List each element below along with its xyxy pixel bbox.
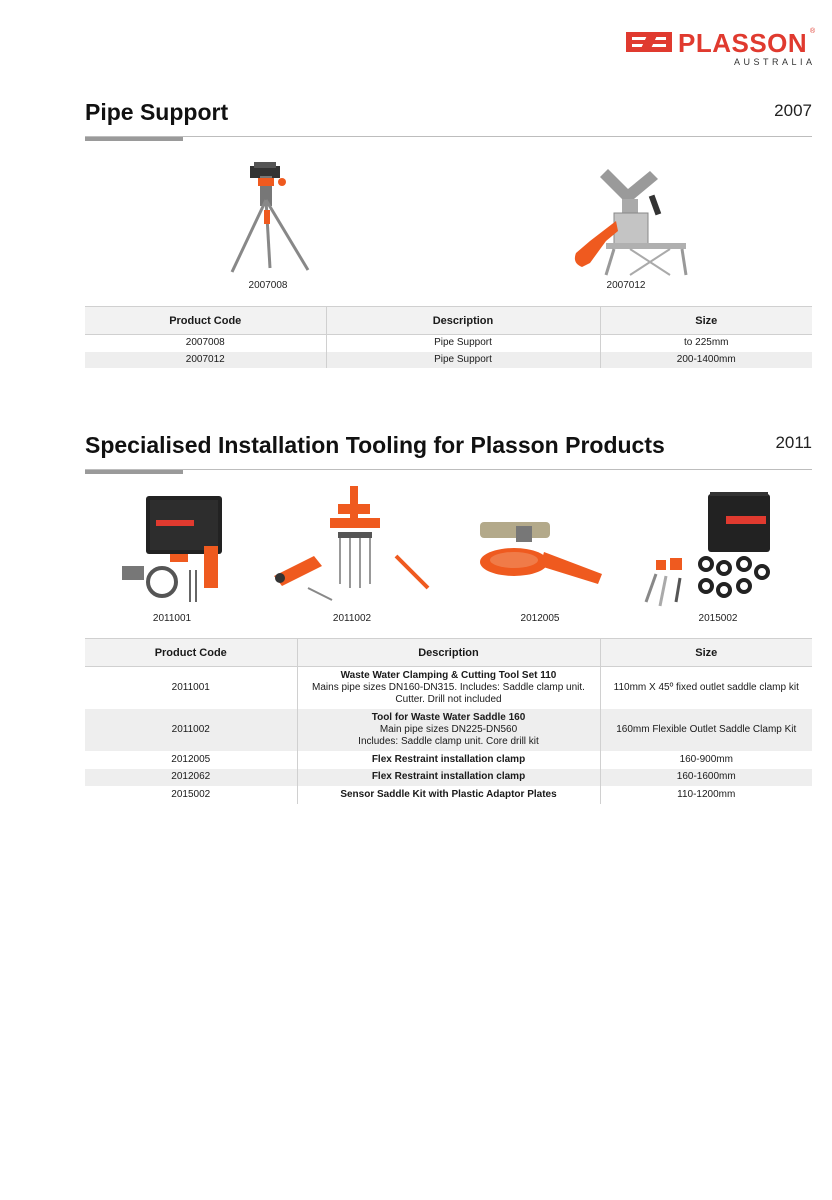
description-title: Tool for Waste Water Saddle 160 bbox=[371, 711, 526, 723]
plasson-logo bbox=[626, 28, 816, 68]
product-image bbox=[470, 518, 606, 588]
cell-size: 200-1400mm bbox=[600, 352, 812, 368]
description-line: Main pipe sizes DN225-DN560 bbox=[379, 723, 518, 735]
product-image bbox=[570, 165, 692, 277]
column-header-product-code: Product Code bbox=[85, 639, 297, 667]
section-rule bbox=[85, 136, 812, 137]
description-line: Cutter. Drill not included bbox=[395, 693, 502, 705]
column-header-description: Description bbox=[326, 307, 600, 335]
logo-wordmark: PLASSON bbox=[678, 28, 808, 58]
cell-description: Pipe Support bbox=[326, 352, 600, 368]
cell-code: 2007008 bbox=[185, 337, 225, 349]
table-row bbox=[85, 751, 812, 769]
description-title: Flex Restraint installation clamp bbox=[371, 753, 526, 765]
section-code: 2007 bbox=[774, 101, 812, 120]
table-row bbox=[85, 667, 812, 709]
table-row bbox=[85, 709, 812, 751]
tripod-pipe-stand-icon bbox=[222, 160, 314, 276]
section-rule bbox=[85, 469, 812, 470]
section-title: Specialised Installation Tooling for Plasson Products bbox=[85, 432, 665, 458]
cell-code: 2011001 bbox=[171, 681, 210, 693]
cell-size: 110-1200mm bbox=[600, 786, 812, 804]
logo-subtitle: AUSTRALIA bbox=[734, 57, 816, 67]
description-title: Flex Restraint installation clamp bbox=[371, 771, 526, 782]
cell-description bbox=[297, 751, 600, 769]
column-header-size: Size bbox=[600, 639, 812, 667]
cell-code: 2011002 bbox=[85, 709, 297, 751]
table-row bbox=[85, 352, 812, 368]
table-row bbox=[85, 335, 812, 352]
cell-size: 160-900mm bbox=[600, 751, 812, 769]
cell-code: 2012062 bbox=[85, 769, 297, 786]
image-caption: 2007012 bbox=[606, 280, 646, 291]
column-header-product-code: Product Code bbox=[85, 307, 326, 335]
product-image bbox=[116, 494, 228, 606]
cell-description bbox=[297, 709, 600, 751]
image-caption: 2011002 bbox=[332, 613, 372, 624]
cell-code: 2007012 bbox=[85, 352, 326, 368]
product-image bbox=[222, 160, 314, 276]
section-rule-accent bbox=[85, 470, 183, 474]
cell-size: 160mm Flexible Outlet Saddle Clamp Kit bbox=[600, 709, 812, 751]
column-header-size: Size bbox=[600, 307, 812, 335]
image-caption: 2007008 bbox=[248, 280, 288, 291]
product-image bbox=[636, 490, 776, 612]
plasson-logo-mark bbox=[626, 32, 672, 52]
saddle-clamp-tool-icon bbox=[268, 484, 438, 606]
cell-size: 110mm X 45º fixed outlet saddle clamp kit bbox=[600, 667, 812, 709]
roller-pipe-stand-icon bbox=[570, 165, 692, 277]
cell-code: 2012005 bbox=[171, 753, 211, 765]
product-table bbox=[85, 638, 812, 804]
cell-description bbox=[297, 667, 600, 709]
cutting-tool-kit-icon bbox=[116, 494, 228, 606]
cell-description bbox=[297, 769, 600, 786]
registered-mark: ® bbox=[810, 28, 816, 35]
section-title: Pipe Support bbox=[85, 99, 229, 125]
section-rule-accent bbox=[85, 137, 183, 141]
cell-description: Pipe Support bbox=[326, 335, 600, 352]
cell-size: to 225mm bbox=[600, 335, 812, 352]
description-line: Includes: Saddle clamp unit. Core drill kit bbox=[358, 735, 539, 747]
product-table bbox=[85, 306, 812, 368]
description-title: Sensor Saddle Kit with Plastic Adaptor Plates bbox=[340, 788, 557, 800]
description-title: Waste Water Clamping & Cutting Tool Set 110 bbox=[340, 669, 557, 681]
table-row bbox=[85, 786, 812, 804]
cell-description bbox=[297, 786, 600, 804]
flex-restraint-strap-icon bbox=[470, 518, 606, 588]
cell-code: 2015002 bbox=[171, 788, 211, 800]
section-code: 2011 bbox=[775, 433, 812, 452]
image-caption: 2012005 bbox=[520, 613, 560, 624]
column-header-description: Description bbox=[297, 639, 600, 667]
image-caption: 2011001 bbox=[152, 613, 192, 624]
table-row bbox=[85, 769, 812, 786]
product-image bbox=[268, 484, 438, 606]
sensor-saddle-kit-icon bbox=[636, 490, 776, 612]
cell-size: 160-1600mm bbox=[600, 769, 812, 786]
image-caption: 2015002 bbox=[698, 613, 738, 624]
description-line: Mains pipe sizes DN160-DN315. Includes: Saddle clamp unit. bbox=[312, 681, 585, 693]
